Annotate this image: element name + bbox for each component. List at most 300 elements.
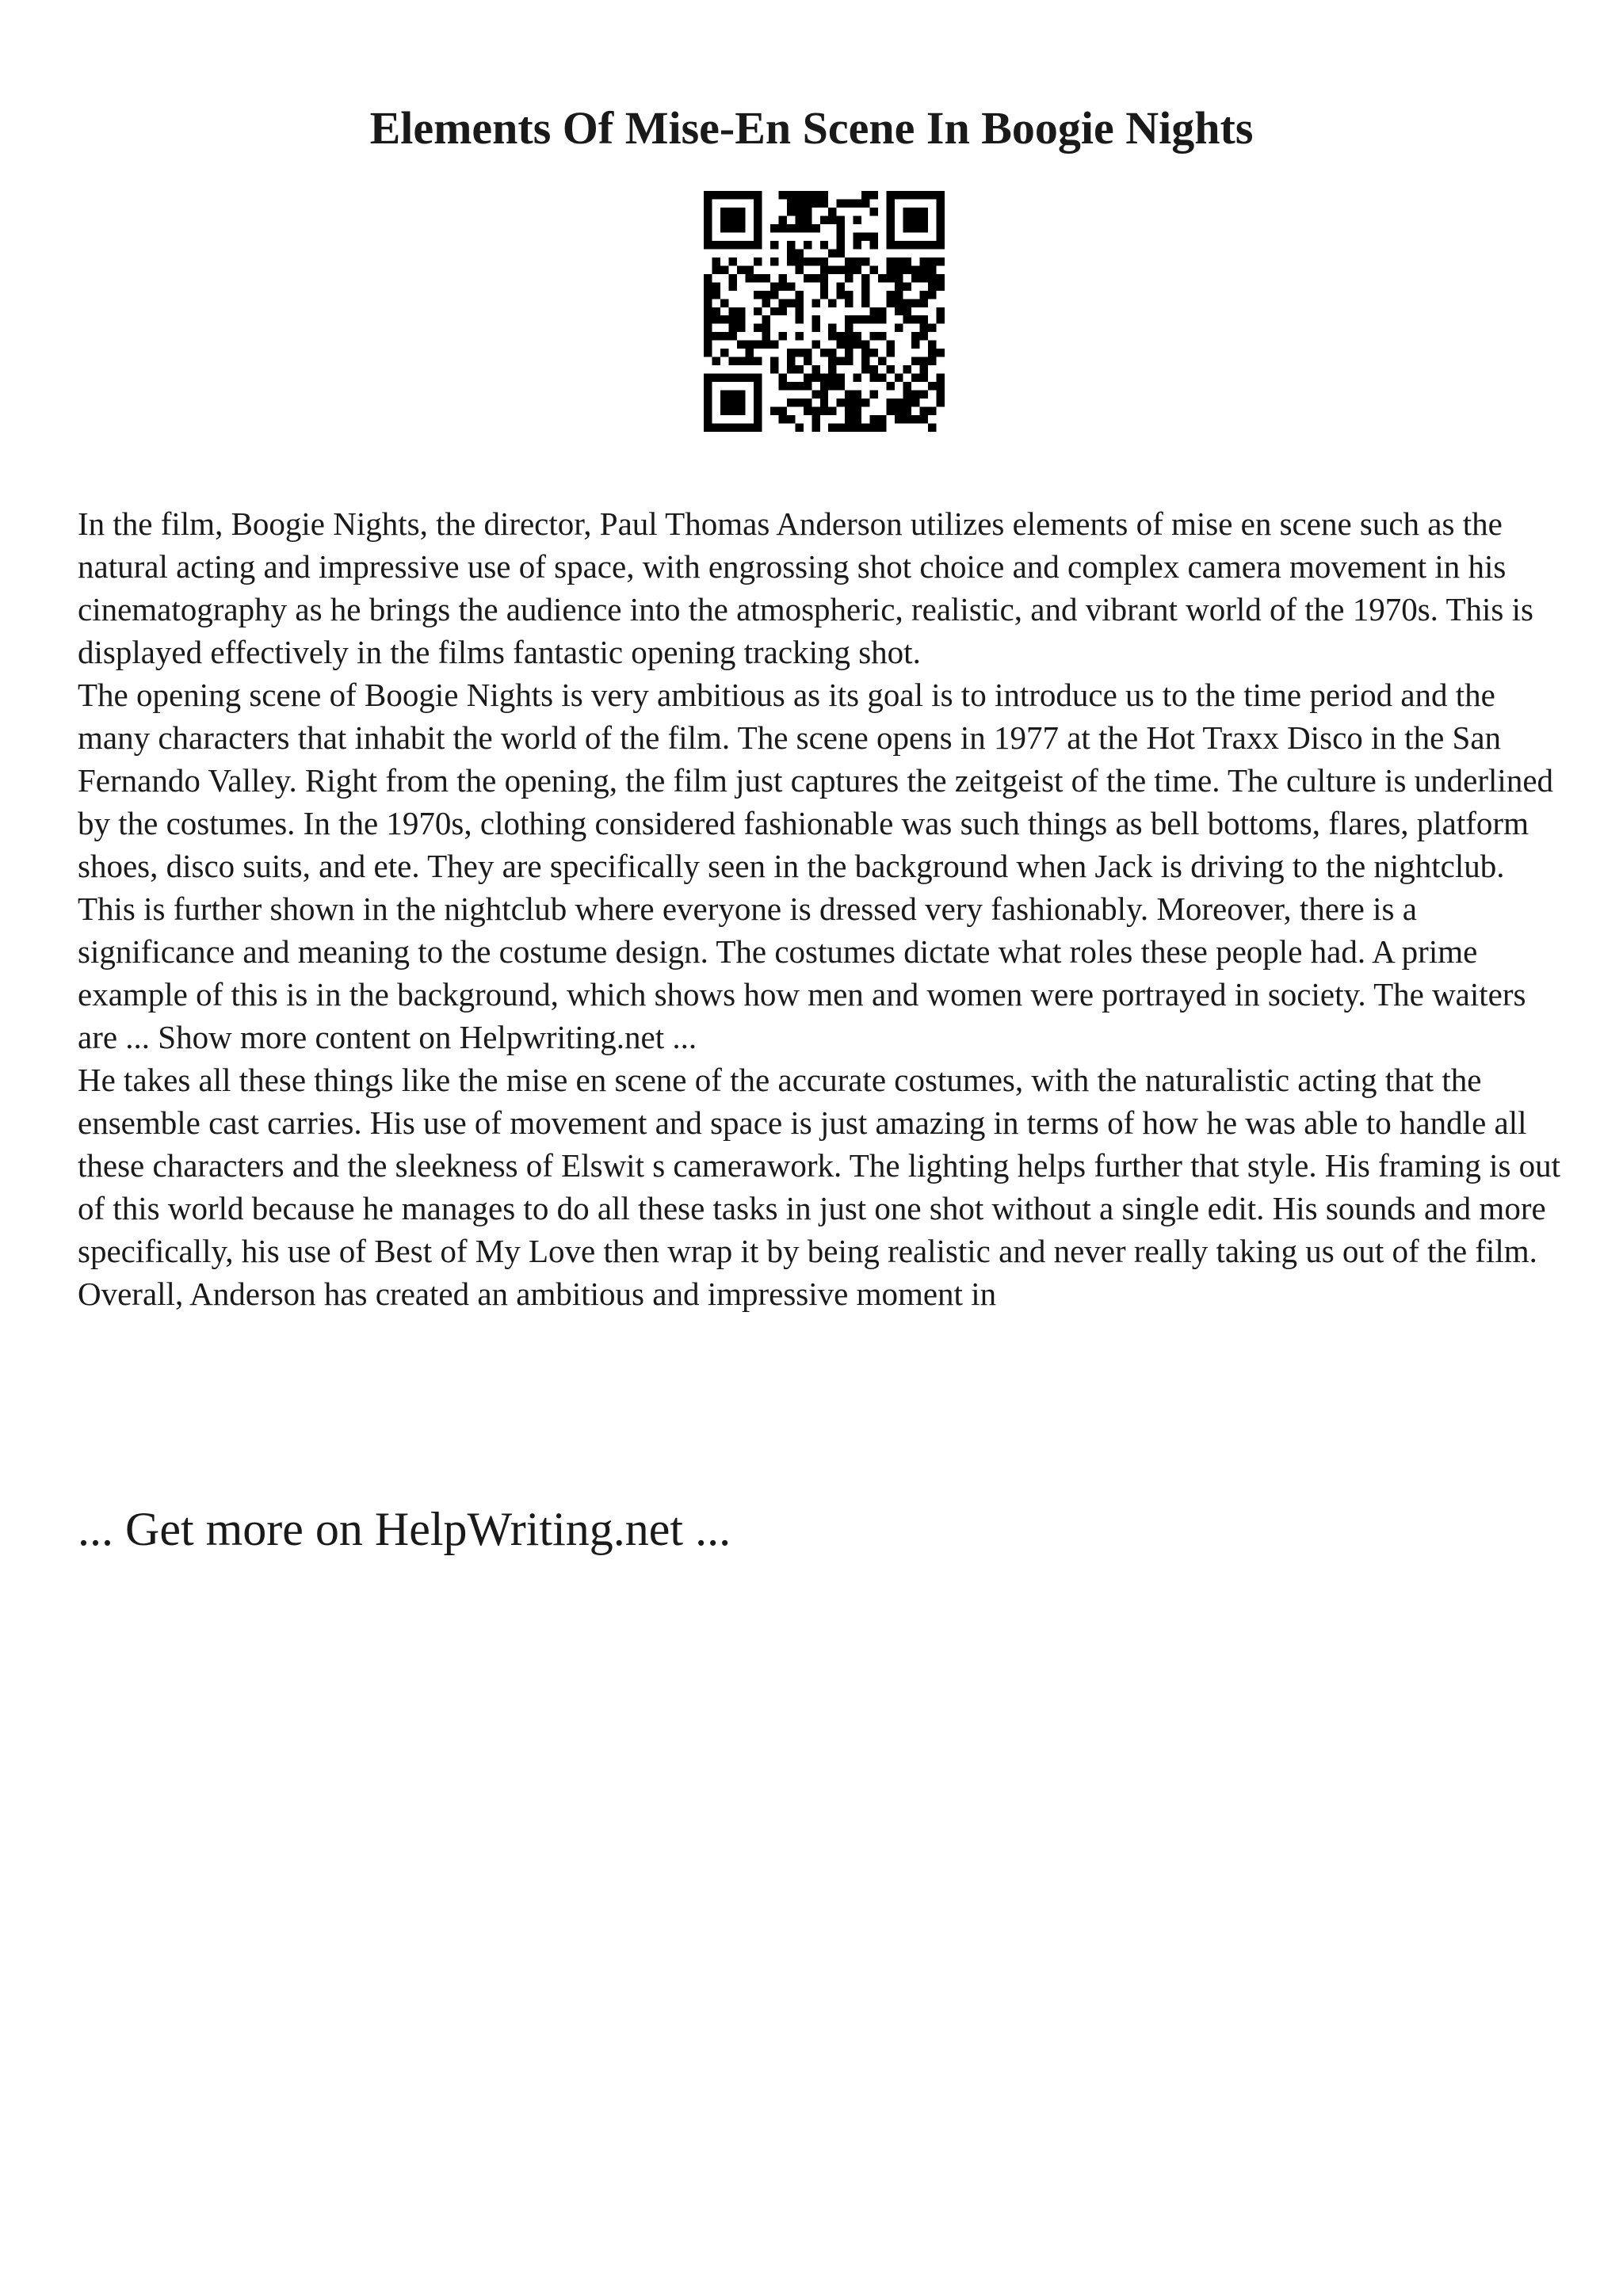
document-title: Elements Of Mise-En Scene In Boogie Nights bbox=[369, 102, 1254, 154]
qr-module bbox=[795, 191, 803, 199]
qr-module bbox=[754, 257, 762, 265]
qr-module bbox=[895, 241, 903, 249]
qr-module bbox=[720, 215, 728, 223]
qr-module bbox=[754, 215, 762, 223]
qr-module bbox=[712, 265, 720, 273]
qr-module bbox=[728, 424, 736, 432]
qr-module bbox=[728, 208, 736, 215]
qr-module bbox=[911, 274, 919, 282]
qr-module bbox=[804, 374, 812, 382]
qr-module bbox=[720, 224, 728, 232]
qr-module bbox=[861, 399, 869, 406]
qr-module bbox=[737, 315, 745, 323]
qr-module bbox=[937, 199, 945, 207]
qr-module bbox=[911, 357, 919, 365]
qr-module bbox=[911, 415, 919, 423]
qr-module bbox=[762, 341, 769, 349]
qr-module bbox=[720, 265, 728, 273]
qr-module bbox=[937, 374, 945, 382]
qr-module bbox=[887, 215, 895, 223]
qr-module bbox=[795, 424, 803, 432]
qr-module bbox=[820, 199, 828, 207]
qr-module bbox=[804, 357, 812, 365]
qr-module bbox=[887, 341, 895, 349]
qr-module bbox=[737, 407, 745, 415]
qr-module bbox=[937, 382, 945, 390]
qr-module bbox=[820, 291, 828, 299]
qr-module bbox=[870, 424, 878, 432]
qr-module bbox=[704, 424, 712, 432]
qr-module bbox=[870, 391, 878, 399]
qr-module bbox=[704, 341, 712, 349]
qr-module bbox=[870, 241, 878, 249]
qr-module bbox=[778, 374, 786, 382]
qr-module bbox=[837, 357, 845, 365]
qr-module bbox=[704, 232, 712, 240]
qr-module bbox=[937, 208, 945, 215]
qr-module bbox=[704, 282, 712, 290]
qr-module bbox=[704, 332, 712, 340]
qr-module bbox=[937, 349, 945, 357]
qr-module bbox=[878, 307, 886, 315]
paragraph-opening-scene: The opening scene of Boogie Nights is very ambitious as its goal is to introduce us to the time period and the many characters that inhabit the world of the film. The scene opens in 1977 at the Hot Traxx Disco in the San Fernando Valley. Right from the opening, the film just captures the zeitgeist of the time. The culture is underlined by the costumes. In the 1970s, clothing considered fashionable was such things as bell bottoms, flares, platform shoes, disco suits, and ete. They are specifically seen in the background when Jack is driving to the nightclub. This is further shown in the nightclub where everyone is dressed very fashionably. Moreover, there is a significance and meaning to the costume design. The costumes dictate what roles these people had. A prime example of this is in the background, which shows how men and women were portrayed in society. The waiters are ... Show more content on Helpwriting.net ... bbox=[78, 677, 1554, 1055]
qr-module bbox=[911, 241, 919, 249]
qr-module bbox=[903, 407, 911, 415]
qr-module bbox=[778, 215, 786, 223]
qr-module bbox=[737, 324, 745, 332]
qr-module bbox=[903, 224, 911, 232]
qr-module bbox=[795, 291, 803, 299]
qr-module bbox=[870, 307, 878, 315]
qr-module bbox=[828, 324, 836, 332]
qr-code[interactable] bbox=[704, 191, 945, 432]
qr-module bbox=[861, 232, 869, 240]
qr-module bbox=[728, 374, 736, 382]
qr-module bbox=[828, 215, 836, 223]
qr-module bbox=[895, 307, 903, 315]
qr-module bbox=[887, 407, 895, 415]
qr-module bbox=[828, 299, 836, 307]
qr-module bbox=[861, 291, 869, 299]
qr-module bbox=[837, 341, 845, 349]
qr-module bbox=[887, 274, 895, 282]
qr-module bbox=[895, 299, 903, 307]
qr-module bbox=[812, 324, 819, 332]
qr-module bbox=[895, 265, 903, 273]
qr-module bbox=[878, 274, 886, 282]
qr-module bbox=[903, 365, 911, 373]
qr-module bbox=[712, 191, 720, 199]
qr-module bbox=[787, 282, 795, 290]
qr-module bbox=[770, 241, 778, 249]
qr-module bbox=[770, 291, 778, 299]
qr-module bbox=[754, 324, 762, 332]
qr-module bbox=[754, 424, 762, 432]
qr-module bbox=[812, 299, 819, 307]
qr-module bbox=[704, 407, 712, 415]
qr-module bbox=[737, 307, 745, 315]
qr-code-icon bbox=[704, 191, 945, 432]
qr-module bbox=[754, 307, 762, 315]
qr-module bbox=[704, 199, 712, 207]
qr-module bbox=[920, 257, 928, 265]
qr-module bbox=[920, 224, 928, 232]
qr-module bbox=[845, 424, 853, 432]
qr-module bbox=[837, 332, 845, 340]
qr-module bbox=[828, 265, 836, 273]
qr-module bbox=[887, 382, 895, 390]
qr-module bbox=[728, 241, 736, 249]
qr-module bbox=[787, 357, 795, 365]
qr-module bbox=[920, 265, 928, 273]
qr-module bbox=[745, 265, 753, 273]
qr-module bbox=[920, 215, 928, 223]
qr-module bbox=[754, 415, 762, 423]
qr-module bbox=[820, 265, 828, 273]
qr-module bbox=[837, 241, 845, 249]
qr-module bbox=[903, 415, 911, 423]
qr-module bbox=[903, 265, 911, 273]
qr-module bbox=[870, 191, 878, 199]
qr-module bbox=[845, 324, 853, 332]
qr-module bbox=[728, 257, 736, 265]
qr-module bbox=[795, 208, 803, 215]
qr-module bbox=[845, 349, 853, 357]
qr-module bbox=[762, 274, 769, 282]
qr-module bbox=[812, 424, 819, 432]
qr-module bbox=[911, 341, 919, 349]
qr-module bbox=[845, 341, 853, 349]
qr-module bbox=[895, 257, 903, 265]
qr-module bbox=[887, 399, 895, 406]
qr-module bbox=[720, 208, 728, 215]
qr-module bbox=[787, 382, 795, 390]
qr-module bbox=[828, 382, 836, 390]
qr-module bbox=[728, 391, 736, 399]
qr-module bbox=[870, 265, 878, 273]
qr-module bbox=[795, 349, 803, 357]
qr-module bbox=[754, 341, 762, 349]
qr-module bbox=[870, 365, 878, 373]
qr-module bbox=[837, 291, 845, 299]
get-more-link[interactable]: ... Get more on HelpWriting.net ... bbox=[78, 1503, 731, 1555]
qr-module bbox=[828, 407, 836, 415]
qr-module bbox=[911, 224, 919, 232]
qr-module bbox=[903, 191, 911, 199]
qr-module bbox=[704, 415, 712, 423]
qr-module bbox=[720, 191, 728, 199]
qr-module bbox=[787, 191, 795, 199]
qr-module bbox=[770, 365, 778, 373]
qr-module bbox=[903, 257, 911, 265]
qr-module bbox=[854, 257, 861, 265]
qr-module bbox=[870, 208, 878, 215]
qr-module bbox=[762, 332, 769, 340]
qr-module bbox=[854, 424, 861, 432]
qr-module bbox=[837, 215, 845, 223]
qr-module bbox=[828, 365, 836, 373]
qr-module bbox=[903, 399, 911, 406]
qr-module bbox=[937, 191, 945, 199]
qr-module bbox=[870, 415, 878, 423]
qr-module bbox=[787, 365, 795, 373]
qr-module bbox=[903, 307, 911, 315]
qr-module bbox=[778, 282, 786, 290]
qr-module bbox=[920, 332, 928, 340]
qr-module bbox=[845, 257, 853, 265]
qr-module bbox=[854, 241, 861, 249]
qr-module bbox=[828, 332, 836, 340]
qr-module bbox=[820, 191, 828, 199]
qr-module bbox=[720, 241, 728, 249]
qr-module bbox=[720, 332, 728, 340]
qr-module bbox=[845, 315, 853, 323]
qr-module bbox=[704, 224, 712, 232]
qr-module bbox=[928, 291, 936, 299]
qr-module bbox=[903, 391, 911, 399]
qr-module bbox=[937, 224, 945, 232]
qr-module bbox=[937, 241, 945, 249]
qr-module bbox=[887, 265, 895, 273]
qr-module bbox=[870, 349, 878, 357]
qr-module bbox=[778, 307, 786, 315]
qr-module bbox=[895, 415, 903, 423]
qr-module bbox=[728, 191, 736, 199]
qr-module bbox=[745, 341, 753, 349]
qr-module bbox=[745, 274, 753, 282]
qr-module bbox=[845, 265, 853, 273]
qr-module bbox=[878, 374, 886, 382]
qr-module bbox=[845, 299, 853, 307]
qr-module bbox=[762, 299, 769, 307]
qr-module bbox=[770, 407, 778, 415]
qr-module bbox=[745, 374, 753, 382]
qr-module bbox=[895, 399, 903, 406]
qr-module bbox=[712, 332, 720, 340]
qr-module bbox=[820, 382, 828, 390]
qr-module bbox=[804, 208, 812, 215]
qr-module bbox=[861, 341, 869, 349]
qr-module bbox=[870, 315, 878, 323]
qr-module bbox=[737, 191, 745, 199]
qr-module bbox=[911, 265, 919, 273]
qr-module bbox=[770, 307, 778, 315]
qr-module bbox=[911, 299, 919, 307]
qr-module bbox=[895, 407, 903, 415]
qr-module bbox=[795, 382, 803, 390]
qr-module bbox=[828, 249, 836, 257]
qr-module bbox=[937, 257, 945, 265]
qr-module bbox=[804, 349, 812, 357]
qr-module bbox=[795, 399, 803, 406]
qr-module bbox=[704, 315, 712, 323]
qr-module bbox=[887, 232, 895, 240]
qr-module bbox=[704, 208, 712, 215]
qr-module bbox=[737, 399, 745, 406]
qr-module bbox=[812, 415, 819, 423]
qr-module bbox=[812, 391, 819, 399]
qr-module bbox=[787, 257, 795, 265]
qr-module bbox=[712, 374, 720, 382]
qr-module bbox=[845, 199, 853, 207]
qr-module bbox=[812, 199, 819, 207]
qr-module bbox=[728, 315, 736, 323]
qr-module bbox=[704, 307, 712, 315]
qr-module bbox=[920, 241, 928, 249]
qr-module bbox=[804, 215, 812, 223]
qr-module bbox=[762, 324, 769, 332]
qr-module bbox=[745, 349, 753, 357]
qr-module bbox=[828, 208, 836, 215]
qr-module bbox=[928, 265, 936, 273]
qr-module bbox=[861, 199, 869, 207]
qr-module bbox=[928, 241, 936, 249]
qr-module bbox=[911, 208, 919, 215]
qr-module bbox=[720, 315, 728, 323]
qr-module bbox=[837, 224, 845, 232]
qr-module bbox=[720, 374, 728, 382]
qr-module bbox=[720, 391, 728, 399]
qr-module bbox=[845, 391, 853, 399]
qr-module bbox=[795, 257, 803, 265]
qr-module bbox=[754, 382, 762, 390]
qr-module bbox=[845, 291, 853, 299]
qr-module bbox=[887, 299, 895, 307]
qr-module bbox=[737, 215, 745, 223]
qr-module bbox=[737, 265, 745, 273]
qr-module bbox=[854, 232, 861, 240]
qr-module bbox=[804, 199, 812, 207]
qr-module bbox=[820, 274, 828, 282]
paragraph-conclusion: He takes all these things like the mise en scene of the accurate costumes, with the naturalistic acting that the ensemble cast carries. His use of movement and space is just amazing in terms of how he was able to handle all these characters and the sleekness of Elswit s camerawork. The lighting helps further that style. His framing is out of this world because he manages to do all these tasks in just one shot without a single edit. His sounds and more specifically, his use of Best of My Love then wrap it by being realistic and never really taking us out of the film. Overall, Anderson has created an ambitious and impressive moment in bbox=[78, 1062, 1561, 1312]
paragraph-intro: In the film, Boogie Nights, the director, Paul Thomas Anderson utilizes elements of mise en scene such as the natural acting and impressive use of space, with engrossing shot choice and complex camera movement in his cinematography as he brings the audience into the atmospheric, realistic, and vibrant world of the 1970s. This is displayed effectively in the films fantastic opening tracking shot. bbox=[78, 505, 1533, 670]
qr-module bbox=[728, 357, 736, 365]
qr-module bbox=[745, 424, 753, 432]
qr-module bbox=[845, 274, 853, 282]
qr-module bbox=[937, 232, 945, 240]
qr-module bbox=[787, 399, 795, 406]
qr-module bbox=[795, 307, 803, 315]
qr-module bbox=[937, 315, 945, 323]
qr-module bbox=[754, 224, 762, 232]
qr-module bbox=[720, 349, 728, 357]
qr-module bbox=[712, 424, 720, 432]
qr-module bbox=[812, 365, 819, 373]
qr-module bbox=[795, 365, 803, 373]
qr-module bbox=[928, 382, 936, 390]
qr-module bbox=[712, 257, 720, 265]
qr-module bbox=[837, 249, 845, 257]
qr-module bbox=[787, 415, 795, 423]
qr-module bbox=[903, 282, 911, 290]
qr-module bbox=[911, 399, 919, 406]
qr-module bbox=[920, 415, 928, 423]
qr-module bbox=[928, 257, 936, 265]
qr-module bbox=[728, 224, 736, 232]
qr-module bbox=[920, 291, 928, 299]
qr-module bbox=[770, 224, 778, 232]
qr-module bbox=[812, 274, 819, 282]
qr-module bbox=[820, 349, 828, 357]
qr-module bbox=[903, 241, 911, 249]
qr-module bbox=[837, 382, 845, 390]
qr-module bbox=[712, 315, 720, 323]
qr-module bbox=[920, 407, 928, 415]
qr-module bbox=[928, 324, 936, 332]
qr-module bbox=[845, 332, 853, 340]
qr-module bbox=[887, 199, 895, 207]
qr-module bbox=[878, 424, 886, 432]
qr-module bbox=[720, 407, 728, 415]
qr-module bbox=[928, 341, 936, 349]
qr-module bbox=[787, 208, 795, 215]
qr-module bbox=[770, 282, 778, 290]
qr-module bbox=[861, 357, 869, 365]
qr-module bbox=[712, 357, 720, 365]
qr-module bbox=[804, 257, 812, 265]
qr-module bbox=[745, 241, 753, 249]
qr-module bbox=[878, 332, 886, 340]
qr-module bbox=[704, 291, 712, 299]
qr-module bbox=[812, 407, 819, 415]
qr-module bbox=[720, 299, 728, 307]
qr-module bbox=[795, 199, 803, 207]
qr-module bbox=[754, 374, 762, 382]
qr-module bbox=[928, 191, 936, 199]
qr-module bbox=[795, 215, 803, 223]
qr-module bbox=[861, 191, 869, 199]
qr-module bbox=[704, 299, 712, 307]
qr-module bbox=[861, 274, 869, 282]
qr-module bbox=[737, 224, 745, 232]
qr-module bbox=[870, 332, 878, 340]
qr-module bbox=[828, 357, 836, 365]
qr-module bbox=[828, 374, 836, 382]
qr-module bbox=[812, 315, 819, 323]
qr-module bbox=[778, 415, 786, 423]
qr-module bbox=[778, 332, 786, 340]
qr-module bbox=[754, 357, 762, 365]
qr-module bbox=[911, 191, 919, 199]
qr-module bbox=[911, 374, 919, 382]
qr-module bbox=[903, 315, 911, 323]
qr-module bbox=[795, 299, 803, 307]
qr-module bbox=[820, 391, 828, 399]
qr-module bbox=[903, 382, 911, 390]
qr-module bbox=[854, 407, 861, 415]
qr-module bbox=[903, 215, 911, 223]
qr-module bbox=[861, 282, 869, 290]
qr-module bbox=[911, 315, 919, 323]
qr-module bbox=[820, 241, 828, 249]
qr-module bbox=[937, 391, 945, 399]
qr-module bbox=[861, 257, 869, 265]
qr-module bbox=[778, 382, 786, 390]
qr-module bbox=[720, 424, 728, 432]
qr-module bbox=[712, 291, 720, 299]
qr-module bbox=[728, 399, 736, 406]
qr-module bbox=[787, 199, 795, 207]
qr-module bbox=[754, 399, 762, 406]
qr-module bbox=[828, 424, 836, 432]
qr-module bbox=[820, 399, 828, 406]
qr-module bbox=[854, 199, 861, 207]
qr-module bbox=[754, 208, 762, 215]
qr-module bbox=[728, 307, 736, 315]
qr-module bbox=[812, 224, 819, 232]
qr-module bbox=[937, 282, 945, 290]
qr-module bbox=[745, 357, 753, 365]
